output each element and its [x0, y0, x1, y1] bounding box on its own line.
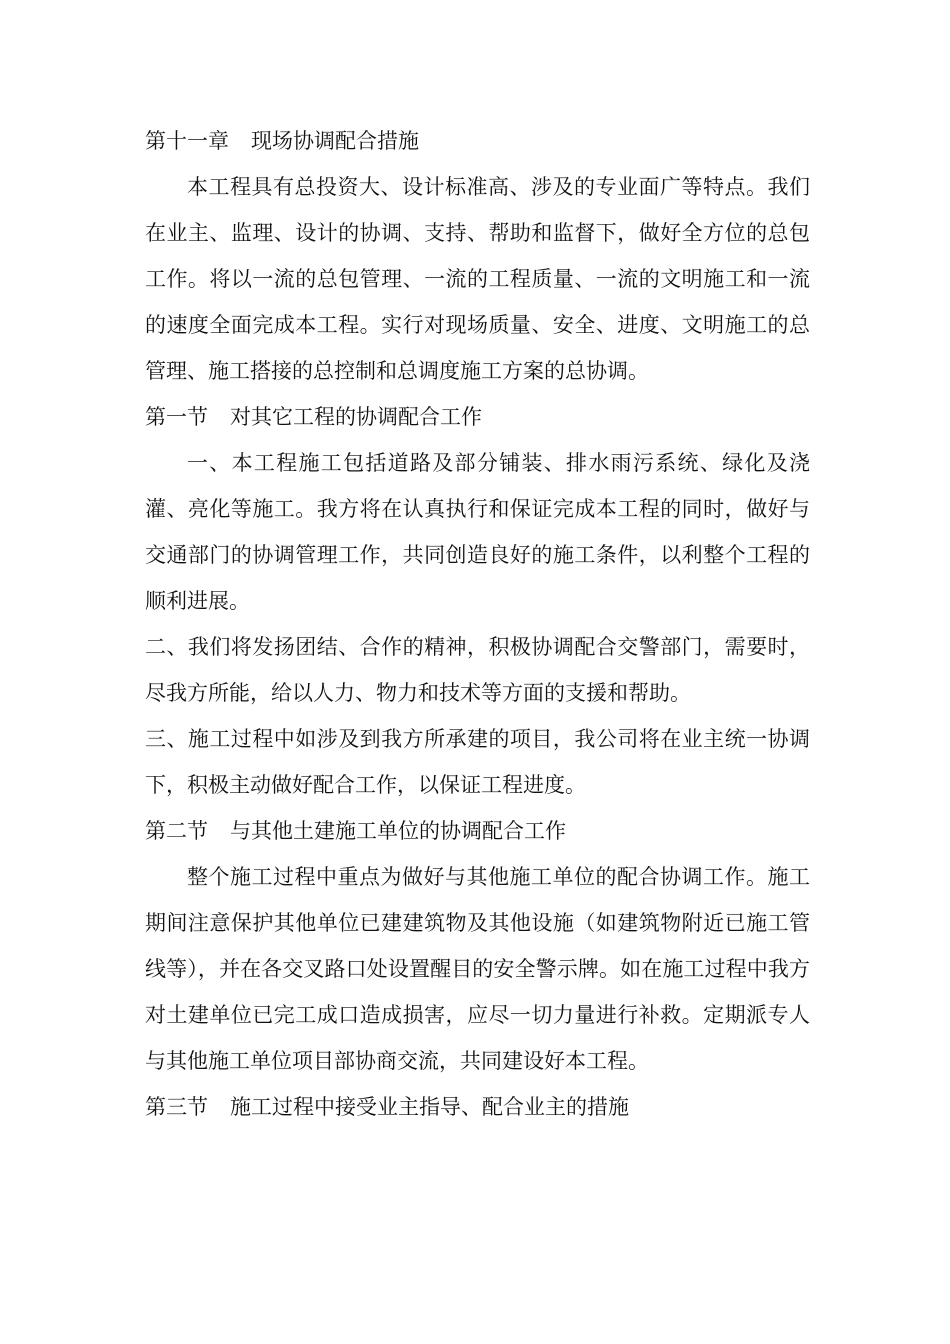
section-1-title: 对其它工程的协调配合工作 — [230, 405, 482, 429]
chapter-title: 现场协调配合措施 — [251, 129, 419, 153]
section-2-paragraph-1: 整个施工过程中重点为做好与其他施工单位的配合协调工作。施工期间注意保护其他单位已建建筑物及其他设施（如建筑物附近已施工管线等），并在各交叉路口处设置醒目的安全警示牌。如在施工过程中我方对土建单位已完工成口造成损害，应尽一切力量进行补救。定期派专人与其他施工单位项目部协商交流，共同建设好本工程。 — [145, 865, 810, 1073]
section-3-number: 第三节 — [145, 1095, 208, 1119]
section-3-heading — [145, 1084, 810, 1130]
section-1-heading — [145, 394, 810, 440]
section-2-number: 第二节 — [145, 819, 208, 843]
section-3-title: 施工过程中接受业主指导、配合业主的措施 — [230, 1095, 629, 1119]
document-page — [145, 118, 810, 1130]
section-2-heading — [145, 808, 810, 854]
section-1-paragraph-1: 一、本工程施工包括道路及部分铺装、排水雨污系统、绿化及浇灌、亮化等施工。我方将在认真执行和保证完成本工程的同时，做好与交通部门的协调管理工作，共同创造良好的施工条件，以利整个工程的顺利进展。 — [145, 451, 810, 613]
section-1-paragraph-2: 二、我们将发扬团结、合作的精神，积极协调配合交警部门，需要时，尽我方所能，给以人力、物力和技术等方面的支援和帮助。 — [145, 635, 810, 705]
intro-paragraph: 本工程具有总投资大、设计标准高、涉及的专业面广等特点。我们在业主、监理、设计的协调、支持、帮助和监督下，做好全方位的总包工作。将以一流的总包管理、一流的工程质量、一流的文明施工和一流的速度全面完成本工程。实行对现场质量、安全、进度、文明施工的总管理、施工搭接的总控制和总调度施工方案的总协调。 — [145, 175, 810, 383]
section-1-paragraph-3: 三、施工过程中如涉及到我方所承建的项目，我公司将在业主统一协调下，积极主动做好配合工作，以保证工程进度。 — [145, 727, 810, 797]
chapter-number: 第十一章 — [145, 129, 229, 153]
section-2-title: 与其他土建施工单位的协调配合工作 — [230, 819, 566, 843]
chapter-heading — [145, 118, 810, 164]
section-1-number: 第一节 — [145, 405, 208, 429]
